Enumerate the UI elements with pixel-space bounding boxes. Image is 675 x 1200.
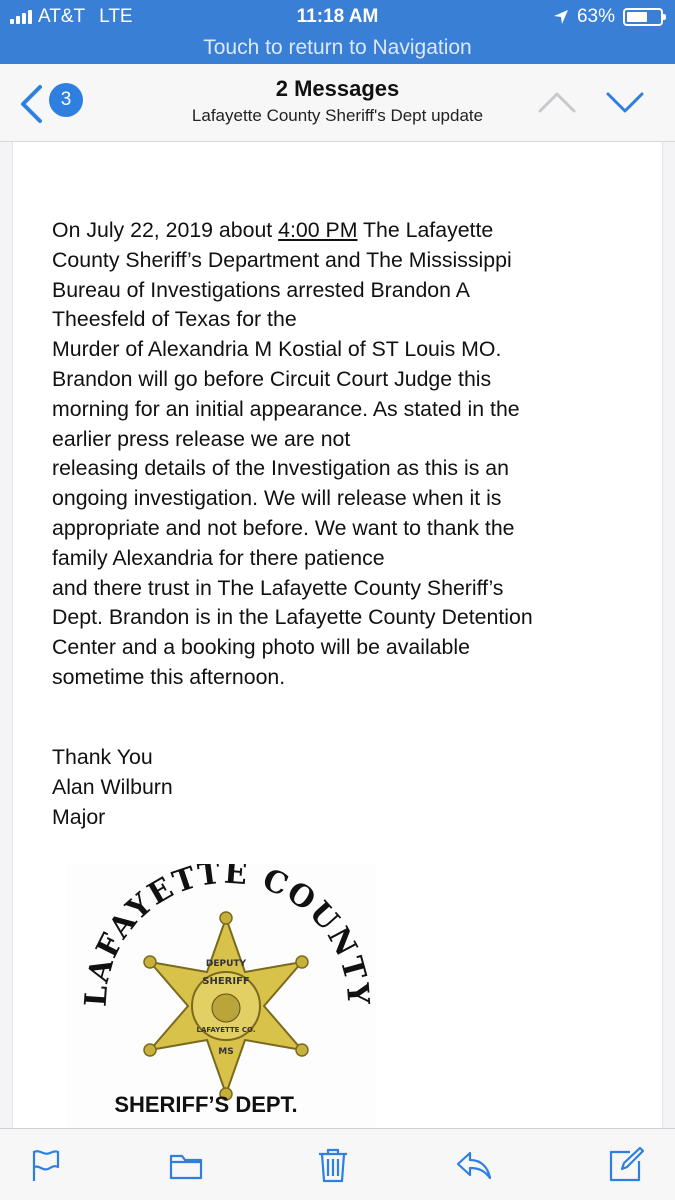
- flag-icon[interactable]: [28, 1147, 64, 1183]
- svg-text:SHERIFF’S DEPT.: SHERIFF’S DEPT.: [114, 1092, 298, 1117]
- network-label: LTE: [99, 6, 133, 27]
- message-line: earlier press release we are not: [52, 426, 351, 451]
- trash-icon[interactable]: [315, 1147, 351, 1183]
- back-count-badge[interactable]: 3: [49, 83, 83, 117]
- message-card: [12, 142, 663, 1128]
- message-count-title: 2 Messages: [275, 76, 400, 101]
- message-line: morning for an initial appearance. As stated in the: [52, 396, 520, 421]
- battery-percent: 63%: [576, 6, 615, 27]
- svg-text:LAFAYETTE CO.: LAFAYETTE CO.: [196, 1026, 256, 1034]
- message-line: County Sheriff’s Department and The Mississippi: [52, 247, 512, 272]
- message-line: Dept. Brandon is in the Lafayette County Detention: [52, 605, 533, 630]
- message-line: and there trust in The Lafayette County Sheriff’s: [52, 575, 504, 600]
- message-line: appropriate and not before. We want to thank the: [52, 515, 515, 540]
- carrier-label: AT&T: [38, 6, 86, 27]
- message-line: Bureau of Investigations arrested Brandon A: [52, 277, 470, 302]
- message-line: releasing details of the Investigation as this is an: [52, 456, 509, 481]
- folder-icon[interactable]: [168, 1147, 204, 1183]
- status-time: 11:18 AM: [296, 6, 379, 27]
- sheriff-logo: [66, 864, 376, 1128]
- message-line: Brandon will go before Circuit Court Judge this: [52, 366, 492, 391]
- battery-fill: [627, 12, 647, 22]
- signoff-line: Alan Wilburn: [52, 775, 173, 799]
- message-line: sometime this afternoon.: [52, 664, 286, 689]
- svg-text:MS: MS: [218, 1047, 234, 1057]
- time-link[interactable]: 4:00 PM: [278, 218, 358, 242]
- message-subject: Lafayette County Sheriff's Dept update: [191, 106, 484, 125]
- message-body: [52, 216, 632, 693]
- message-header: [0, 64, 675, 142]
- message-line: Murder of Alexandria M Kostial of ST Louis MO.: [52, 337, 502, 362]
- battery-icon: [623, 8, 663, 26]
- message-line: ongoing investigation. We will release when it is: [52, 486, 502, 511]
- previous-message-icon[interactable]: [536, 88, 578, 116]
- signoff-line: Thank You: [52, 745, 153, 769]
- bottom-toolbar: [0, 1128, 675, 1200]
- svg-text:LAFAYETTE COUNTY: LAFAYETTE COUNTY: [78, 864, 376, 1008]
- message-line: family Alexandria for there patience: [52, 545, 385, 570]
- svg-text:SHERIFF: SHERIFF: [202, 976, 250, 987]
- message-line: On July 22, 2019 about 4:00 PM The Lafayette: [52, 218, 494, 242]
- sheriff-badge-image: [66, 864, 376, 1128]
- signature-block: [52, 742, 173, 832]
- status-right: [553, 6, 663, 28]
- next-message-icon[interactable]: [604, 88, 646, 116]
- location-arrow-icon: [553, 9, 569, 25]
- reply-icon[interactable]: [456, 1147, 492, 1183]
- return-to-navigation-banner[interactable]: Touch to return to Navigation: [0, 34, 675, 64]
- compose-icon[interactable]: [608, 1147, 644, 1183]
- message-line: Center and a booking photo will be available: [52, 635, 470, 660]
- message-line: Theesfeld of Texas for the: [52, 307, 297, 332]
- signoff-line: Major: [52, 805, 106, 829]
- status-bar: [0, 0, 675, 34]
- svg-text:DEPUTY: DEPUTY: [205, 959, 247, 969]
